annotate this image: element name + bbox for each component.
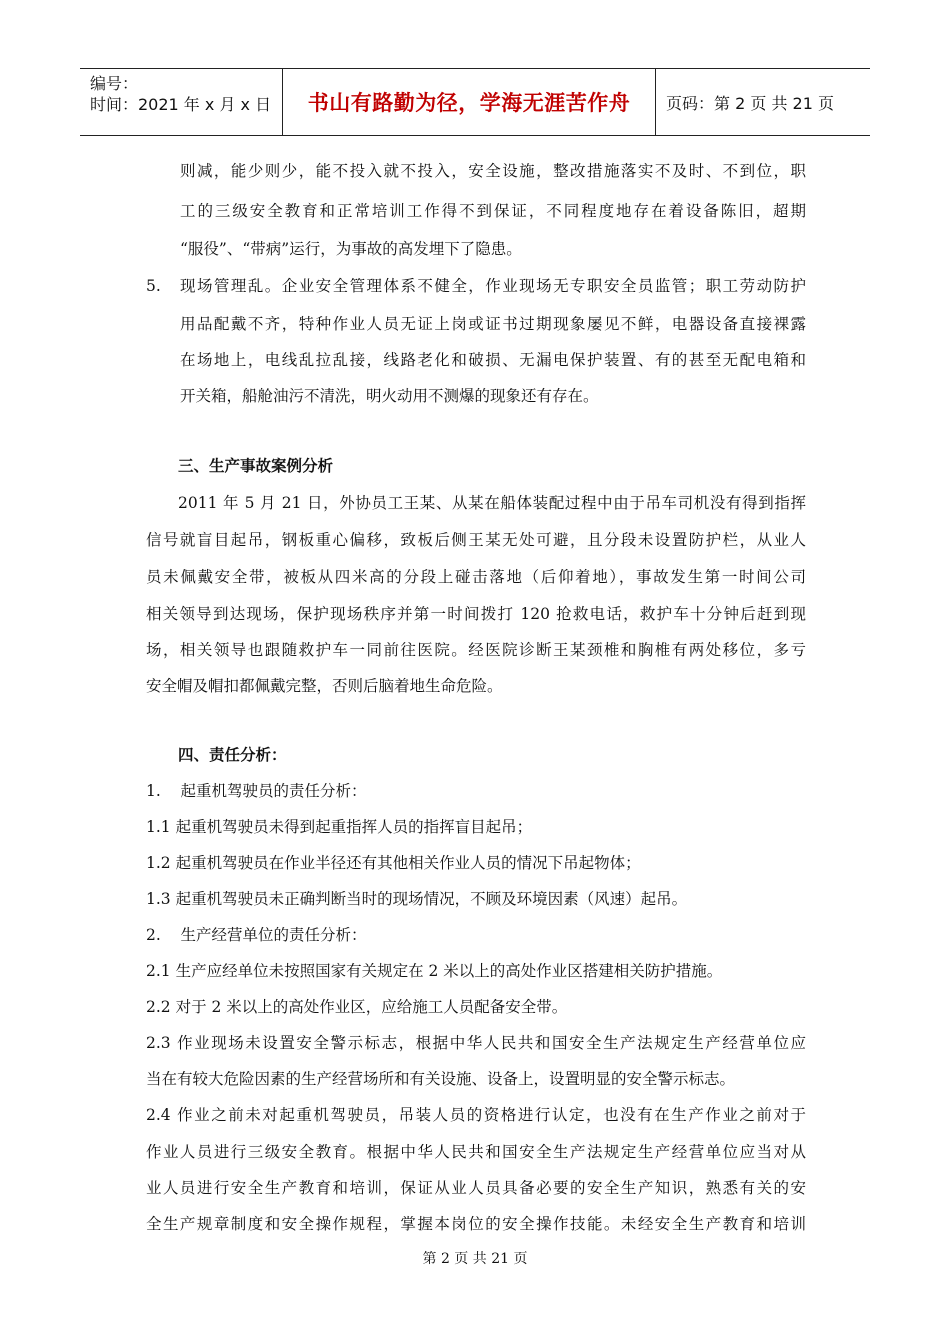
text-line: 2.2 对于 2 米以上的高处作业区，应给施工人员配备安全带。 [146, 998, 568, 1016]
text-line: 员未佩戴安全带，被板从四米高的分段上碰击落地（后仰着地），事故发生第一时间公司 [146, 568, 806, 586]
text-line: 1.2 起重机驾驶员在作业半径还有其他相关作业人员的情况下吊起物体； [146, 854, 641, 872]
text-line: 用品配戴不齐，特种作业人员无证上岗或证书过期现象屡见不鲜，电器设备直接裸露 [180, 315, 806, 333]
text-line: 则减，能少则少，能不投入就不投入，安全设施，整改措施落实不及时、不到位，职 [180, 162, 806, 180]
text-line: 开关箱，船舱油污不清洗，明火动用不测爆的现象还有存在。 [180, 387, 599, 405]
text-line: 相关领导到达现场，保护现场秩序并第一时间拨打 120 抢救电话，救护车十分钟后赶到现 [146, 605, 806, 623]
text-line: 业人员进行安全生产教育和培训，保证从业人员具备必要的安全生产知识，熟悉有关的安 [146, 1179, 806, 1197]
text-line: 2.1 生产应经单位未按照国家有关规定在 2 米以上的高处作业区搭建相关防护措施。 [146, 962, 723, 980]
text-line: 2.3 作业现场未设置安全警示标志，根据中华人民共和国安全生产法规定生产经营单位应 [146, 1034, 806, 1052]
text-line: 1. 起重机驾驶员的责任分析： [146, 782, 367, 800]
page-label: 页码：第 2 页 共 21 页 [666, 93, 834, 113]
text-line: 信号就盲目起吊，钢板重心偏移，致板后侧王某无处可避，且分段未设置防护栏，从业人 [146, 531, 806, 549]
text-line: 场，相关领导也跟随救护车一同前往医院。经医院诊断王某颈椎和胸椎有两处移位，多亏 [146, 641, 806, 659]
document-header [80, 68, 870, 136]
text-line: 在场地上，电线乱拉乱接，线路老化和破损、无漏电保护装置、有的甚至无配电箱和 [180, 351, 806, 369]
text-line: 2011 年 5 月 21 日，外协员工王某、从某在船体装配过程中由于吊车司机没有得到指挥 [178, 494, 806, 512]
text-line: “服役”、“带病”运行，为事故的高发埋下了隐患。 [180, 240, 522, 258]
text-line: 安全帽及帽扣都佩戴完整，否则后脑着地生命危险。 [146, 677, 503, 695]
text-line: 全生产规章制度和安全操作规程，掌握本岗位的安全操作技能。未经安全生产教育和培训 [146, 1215, 806, 1233]
section-heading: 三、生产事故案例分析 [178, 456, 334, 475]
text-line: 当在有较大危险因素的生产经营场所和有关设施、设备上，设置明显的安全警示标志。 [146, 1070, 736, 1088]
page-footer: 第 2 页 共 21 页 [422, 1251, 528, 1267]
list-number: 5. [146, 277, 161, 295]
section-heading: 四、责任分析： [178, 745, 287, 764]
number-label: 编号： [90, 74, 139, 93]
header-meta [80, 69, 283, 135]
date-label: 时间：2021 年 x 月 x 日 [90, 95, 272, 114]
text-line: 现场管理乱。企业安全管理体系不健全，作业现场无专职安全员监管；职工劳动防护 [180, 277, 806, 295]
text-line: 工的三级安全教育和正常培训工作得不到保证，不同程度地存在着设备陈旧，超期 [180, 202, 806, 220]
text-line: 2. 生产经营单位的责任分析： [146, 926, 367, 944]
motto: 书山有路勤为径，学海无涯苦作舟 [283, 69, 656, 135]
text-line: 作业人员进行三级安全教育。根据中华人民共和国安全生产法规定生产经营单位应当对从 [146, 1143, 806, 1161]
text-line: 1.1 起重机驾驶员未得到起重指挥人员的指挥盲目起吊； [146, 818, 533, 836]
text-line: 2.4 作业之前未对起重机驾驶员，吊装人员的资格进行认定，也没有在生产作业之前对于 [146, 1106, 806, 1124]
text-line: 1.3 起重机驾驶员未正确判断当时的现场情况，不顾及环境因素（风速）起吊。 [146, 890, 688, 908]
